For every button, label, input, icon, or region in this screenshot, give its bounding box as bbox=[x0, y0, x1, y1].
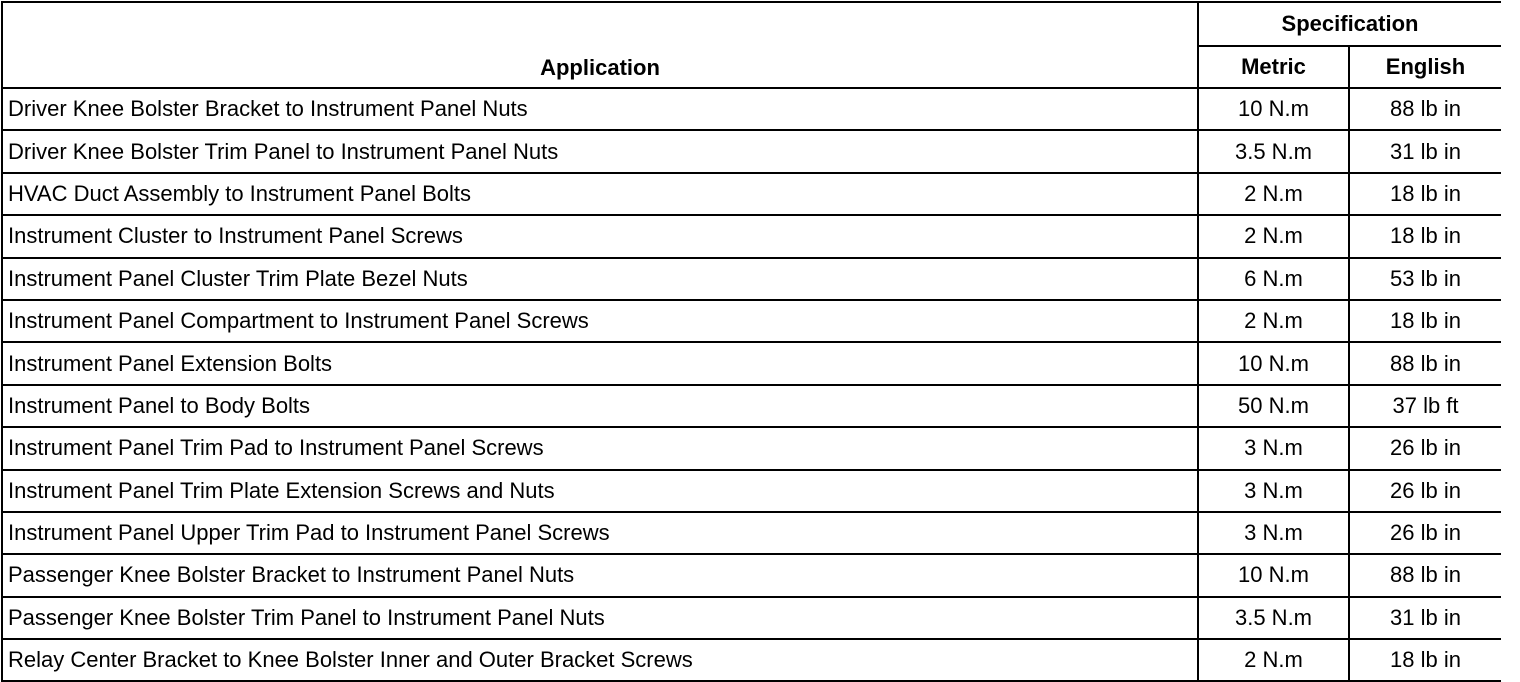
english-cell: 53 lb in bbox=[1349, 258, 1502, 300]
application-cell: Relay Center Bracket to Knee Bolster Inner and Outer Bracket Screws bbox=[2, 639, 1198, 681]
page-margin bbox=[1501, 0, 1520, 682]
application-cell: Driver Knee Bolster Bracket to Instrument Panel Nuts bbox=[2, 88, 1198, 130]
table-row bbox=[2, 385, 1502, 427]
english-cell: 26 lb in bbox=[1349, 512, 1502, 554]
english-cell: 18 lb in bbox=[1349, 173, 1502, 215]
metric-cell: 3.5 N.m bbox=[1198, 597, 1349, 639]
metric-column-header: Metric bbox=[1198, 46, 1349, 88]
table-row bbox=[2, 639, 1502, 681]
application-cell: Driver Knee Bolster Trim Panel to Instrument Panel Nuts bbox=[2, 130, 1198, 172]
english-cell: 31 lb in bbox=[1349, 597, 1502, 639]
table-row bbox=[2, 130, 1502, 172]
application-cell: Instrument Panel Trim Pad to Instrument Panel Screws bbox=[2, 427, 1198, 469]
table-row bbox=[2, 258, 1502, 300]
fastener-torque-table bbox=[1, 1, 1503, 682]
application-cell: Instrument Panel Upper Trim Pad to Instrument Panel Screws bbox=[2, 512, 1198, 554]
english-cell: 18 lb in bbox=[1349, 300, 1502, 342]
english-cell: 26 lb in bbox=[1349, 427, 1502, 469]
english-cell: 31 lb in bbox=[1349, 130, 1502, 172]
table-row bbox=[2, 554, 1502, 596]
english-cell: 88 lb in bbox=[1349, 88, 1502, 130]
english-cell: 18 lb in bbox=[1349, 639, 1502, 681]
application-cell: Instrument Panel to Body Bolts bbox=[2, 385, 1198, 427]
english-column-header: English bbox=[1349, 46, 1502, 88]
table-body bbox=[2, 88, 1502, 681]
table-row bbox=[2, 300, 1502, 342]
table-header bbox=[2, 2, 1502, 88]
metric-cell: 2 N.m bbox=[1198, 215, 1349, 257]
application-cell: Instrument Panel Trim Plate Extension Screws and Nuts bbox=[2, 470, 1198, 512]
application-cell: Instrument Panel Extension Bolts bbox=[2, 342, 1198, 384]
english-cell: 37 lb ft bbox=[1349, 385, 1502, 427]
application-cell: Instrument Panel Compartment to Instrument Panel Screws bbox=[2, 300, 1198, 342]
metric-cell: 2 N.m bbox=[1198, 300, 1349, 342]
table-row bbox=[2, 88, 1502, 130]
metric-cell: 2 N.m bbox=[1198, 173, 1349, 215]
specification-column-header: Specification bbox=[1198, 2, 1502, 46]
metric-cell: 10 N.m bbox=[1198, 554, 1349, 596]
application-cell: Instrument Panel Cluster Trim Plate Bezel Nuts bbox=[2, 258, 1198, 300]
metric-cell: 3 N.m bbox=[1198, 427, 1349, 469]
metric-cell: 50 N.m bbox=[1198, 385, 1349, 427]
application-cell: HVAC Duct Assembly to Instrument Panel Bolts bbox=[2, 173, 1198, 215]
application-column-header: Application bbox=[2, 2, 1198, 88]
application-cell: Passenger Knee Bolster Bracket to Instrument Panel Nuts bbox=[2, 554, 1198, 596]
table-row bbox=[2, 215, 1502, 257]
table-row bbox=[2, 173, 1502, 215]
metric-cell: 3.5 N.m bbox=[1198, 130, 1349, 172]
english-cell: 88 lb in bbox=[1349, 554, 1502, 596]
metric-cell: 3 N.m bbox=[1198, 512, 1349, 554]
metric-cell: 6 N.m bbox=[1198, 258, 1349, 300]
table-row bbox=[2, 470, 1502, 512]
application-cell: Passenger Knee Bolster Trim Panel to Instrument Panel Nuts bbox=[2, 597, 1198, 639]
table-row bbox=[2, 597, 1502, 639]
metric-cell: 3 N.m bbox=[1198, 470, 1349, 512]
table-row bbox=[2, 512, 1502, 554]
metric-cell: 10 N.m bbox=[1198, 88, 1349, 130]
english-cell: 26 lb in bbox=[1349, 470, 1502, 512]
table-row bbox=[2, 342, 1502, 384]
metric-cell: 2 N.m bbox=[1198, 639, 1349, 681]
application-cell: Instrument Cluster to Instrument Panel Screws bbox=[2, 215, 1198, 257]
header-row-top bbox=[2, 2, 1502, 46]
english-cell: 88 lb in bbox=[1349, 342, 1502, 384]
table-row bbox=[2, 427, 1502, 469]
english-cell: 18 lb in bbox=[1349, 215, 1502, 257]
metric-cell: 10 N.m bbox=[1198, 342, 1349, 384]
